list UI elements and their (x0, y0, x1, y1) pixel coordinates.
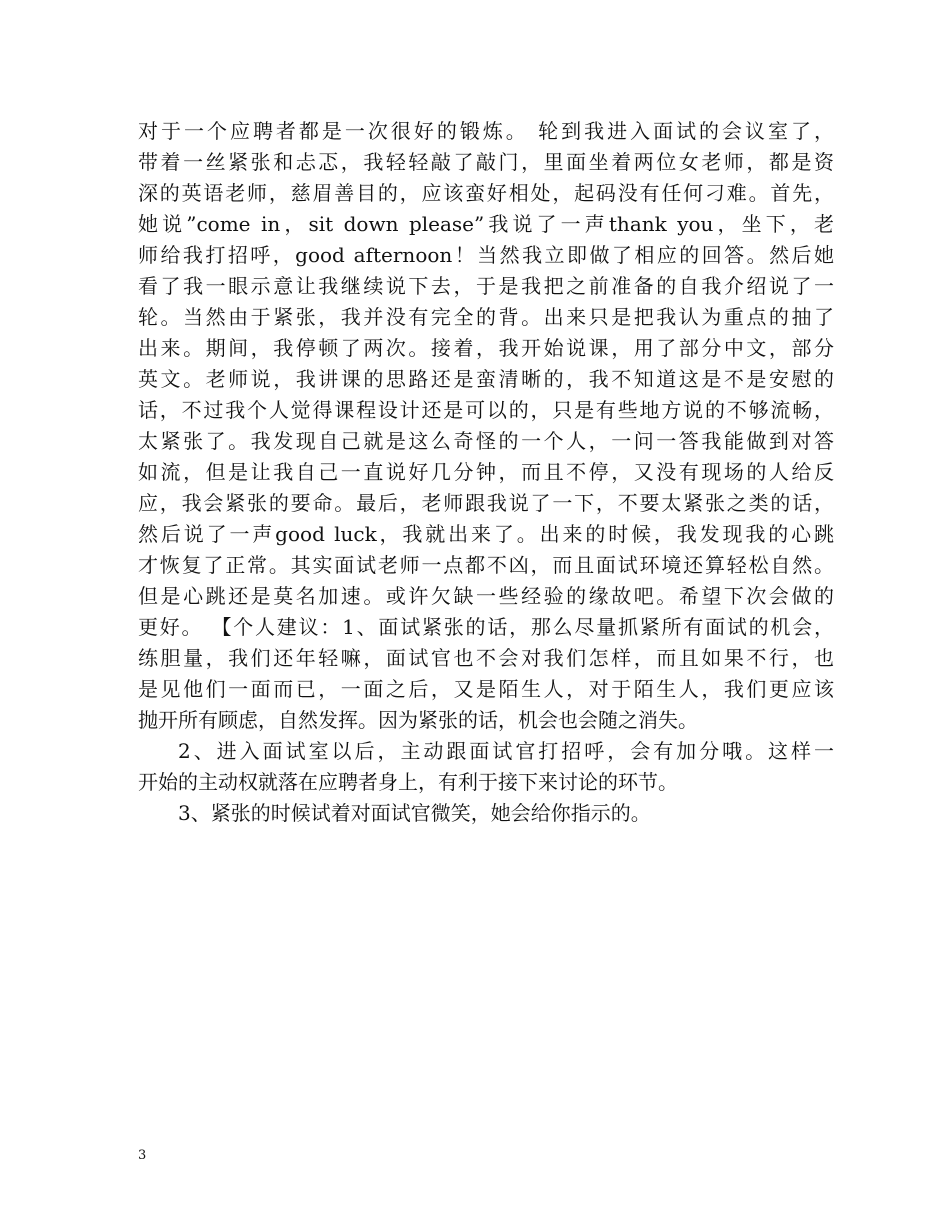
text-line: 出来。期间，我停顿了两次。接着，我开始说课，用了部分中文，部分 (138, 336, 834, 360)
text-line: 但是心跳还是莫名加速。或许欠缺一些经验的缘故吧。希望下次会做的 (138, 584, 834, 608)
text-line: 带着一丝紧张和忐忑，我轻轻敲了敲门，里面坐着两位女老师，都是资 (138, 150, 834, 174)
text-line: 然后说了一声good luck，我就出来了。出来的时候，我发现我的心跳 (138, 522, 834, 546)
text-line: 练胆量，我们还年轻嘛，面试官也不会对我们怎样，而且如果不行，也 (138, 646, 834, 670)
text-line: 3、紧张的时候试着对面试官微笑，她会给你指示的。 (178, 801, 651, 825)
text-line: 太紧张了。我发现自己就是这么奇怪的一个人，一问一答我能做到对答 (138, 429, 834, 453)
text-line: 才恢复了正常。其实面试老师一点都不凶，而且面试环境还算轻松自然。 (138, 553, 834, 577)
text-line: 轮。当然由于紧张，我并没有完全的背。出来只是把我认为重点的抽了 (138, 305, 834, 329)
text-line: 英文。老师说，我讲课的思路还是蛮清晰的，我不知道这是不是安慰的 (138, 367, 834, 391)
text-line: 2、进入面试室以后，主动跟面试官打招呼，会有加分哦。这样一 (178, 739, 834, 763)
document-body (138, 116, 834, 829)
text-line: 话，不过我个人觉得课程设计还是可以的，只是有些地方说的不够流畅， (138, 398, 834, 422)
text-line: 如流，但是让我自己一直说好几分钟，而且不停，又没有现场的人给反 (138, 460, 834, 484)
text-line: 是见他们一面而已，一面之后，又是陌生人，对于陌生人，我们更应该 (138, 677, 834, 701)
paragraph-1 (138, 116, 834, 736)
paragraph-2 (138, 736, 834, 798)
text-line: 深的英语老师，慈眉善目的，应该蛮好相处，起码没有任何刁难。首先， (138, 181, 834, 205)
text-line: 师给我打招呼，good afternoon！当然我立即做了相应的回答。然后她 (138, 243, 834, 267)
paragraph-3 (138, 798, 834, 829)
text-line: 应，我会紧张的要命。最后，老师跟我说了一下，不要太紧张之类的话， (138, 491, 834, 515)
text-line: 开始的主动权就落在应聘者身上，有利于接下来讨论的环节。 (138, 770, 678, 794)
text-line: 对于一个应聘者都是一次很好的锻炼。 轮到我进入面试的会议室了， (138, 119, 834, 143)
page-number: 3 (138, 1148, 147, 1163)
text-line: 看了我一眼示意让我继续说下去，于是我把之前准备的自我介绍说了一 (138, 274, 834, 298)
text-line: 更好。 【个人建议：1、面试紧张的话，那么尽量抓紧所有面试的机会， (138, 615, 834, 639)
text-line: 抛开所有顾虑，自然发挥。因为紧张的话，机会也会随之消失。 (138, 708, 698, 732)
text-line: 她说”come in，sit down please”我说了一声thank you，坐下，老 (138, 212, 834, 236)
